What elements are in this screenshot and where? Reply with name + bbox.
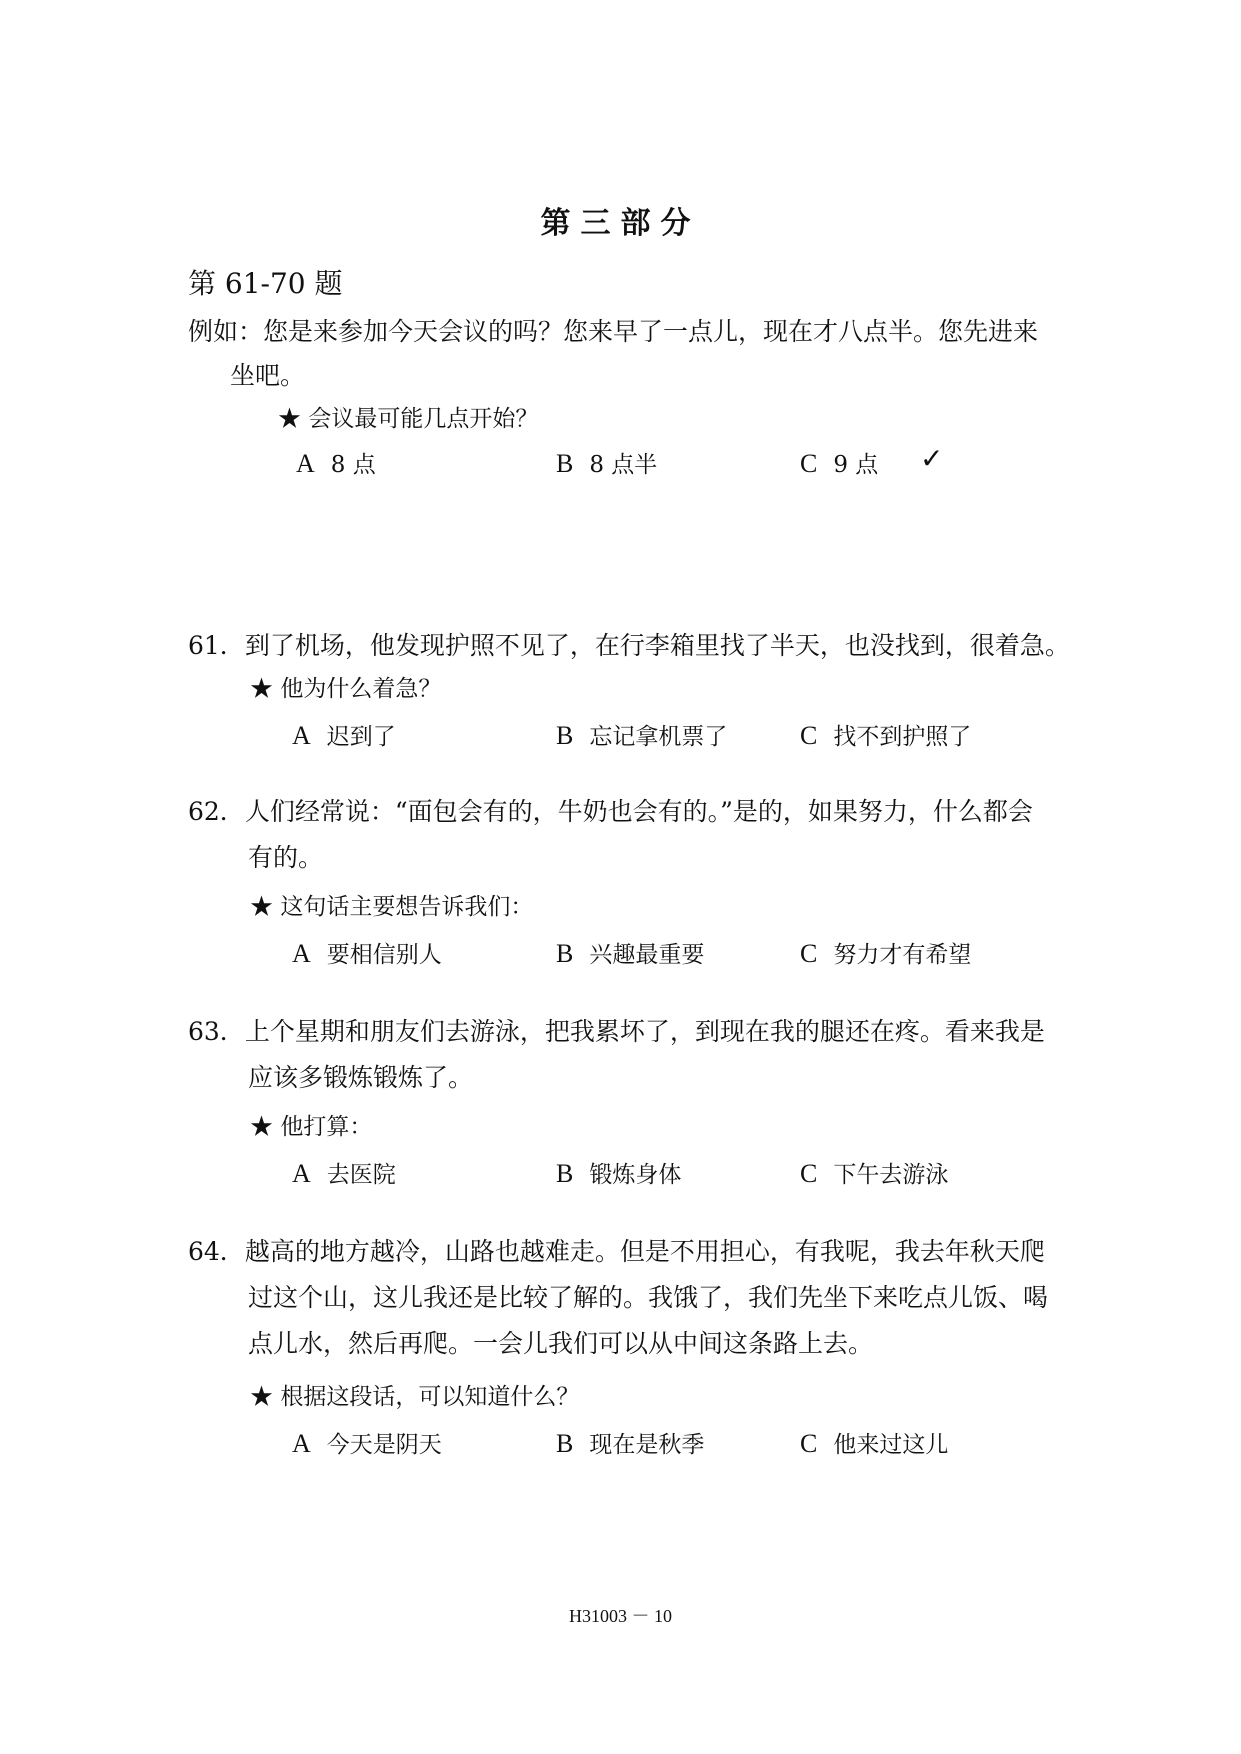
question-number: 64． xyxy=(188,1237,245,1266)
question-61-option-c xyxy=(800,718,971,751)
option-letter: C xyxy=(800,721,818,750)
option-text: 他来过这儿 xyxy=(833,1432,949,1458)
question-64-option-a xyxy=(292,1426,442,1459)
example-text-line2: 坐吧。 xyxy=(230,361,306,390)
check-mark-icon: ✓ xyxy=(920,442,944,475)
question-62-option-c xyxy=(800,936,971,969)
question-63-line1 xyxy=(188,1012,1045,1048)
question-62-option-a xyxy=(292,936,442,969)
option-text: 锻炼身体 xyxy=(589,1162,682,1188)
option-text: 8 点半 xyxy=(589,452,658,478)
question-64-option-c xyxy=(800,1426,948,1459)
option-letter: C xyxy=(800,1159,818,1188)
option-letter: A xyxy=(292,939,311,968)
option-letter: C xyxy=(800,1429,818,1458)
question-64-prompt xyxy=(250,1378,579,1411)
option-text: 忘记拿机票了 xyxy=(589,724,728,750)
question-61-prompt xyxy=(250,670,441,703)
star-icon: ★ xyxy=(278,406,301,432)
question-62-prompt xyxy=(250,888,533,921)
example-option-b xyxy=(556,446,657,479)
question-64-line1 xyxy=(188,1232,1045,1268)
question-63-prompt xyxy=(250,1108,372,1141)
option-text: 下午去游泳 xyxy=(833,1162,949,1188)
question-number: 61． xyxy=(188,631,245,660)
question-range: 第 61-70 题 xyxy=(188,267,343,300)
question-61-line1 xyxy=(188,626,1070,662)
prompt-text: 他为什么着急？ xyxy=(280,676,442,702)
example-question xyxy=(278,400,538,433)
example-text: 您是来参加今天会议的吗？您来早了一点儿，现在才八点半。您先进来 xyxy=(263,317,1039,346)
option-letter: B xyxy=(556,1159,574,1188)
option-text: 8 点 xyxy=(330,452,376,478)
option-letter: B xyxy=(556,449,574,478)
question-text: 人们经常说：“面包会有的，牛奶也会有的。”是的，如果努力，什么都会 xyxy=(244,797,1033,826)
option-text: 兴趣最重要 xyxy=(589,942,705,968)
example-text-line1 xyxy=(188,312,1038,348)
option-letter: A xyxy=(292,1159,311,1188)
option-letter: A xyxy=(292,1429,311,1458)
option-text: 努力才有希望 xyxy=(833,942,972,968)
question-text: 到了机场，他发现护照不见了，在行李箱里找了半天，也没找到，很着急。 xyxy=(244,631,1070,660)
option-text: 要相信别人 xyxy=(326,942,442,968)
question-62-line2: 有的。 xyxy=(248,843,324,872)
option-text: 9 点 xyxy=(833,452,879,478)
question-63-option-b xyxy=(556,1156,681,1189)
option-letter: C xyxy=(800,449,818,478)
example-option-a xyxy=(296,446,376,479)
option-letter: B xyxy=(556,1429,574,1458)
question-62-option-b xyxy=(556,936,704,969)
option-letter: B xyxy=(556,721,574,750)
example-option-c xyxy=(800,446,878,479)
star-icon: ★ xyxy=(250,894,273,920)
option-letter: A xyxy=(296,449,315,478)
question-number: 62． xyxy=(188,797,245,826)
option-letter: B xyxy=(556,939,574,968)
question-64-line3: 点儿水，然后再爬。一会儿我们可以从中间这条路上去。 xyxy=(248,1329,874,1358)
option-letter: A xyxy=(292,721,311,750)
option-text: 迟到了 xyxy=(326,724,396,750)
question-61-option-b xyxy=(556,718,727,751)
option-letter: C xyxy=(800,939,818,968)
question-64-line2: 过这个山，这儿我还是比较了解的。我饿了，我们先坐下来吃点儿饭、喝 xyxy=(248,1283,1049,1312)
question-text: 上个星期和朋友们去游泳，把我累坏了，到现在我的腿还在疼。看来我是 xyxy=(244,1017,1045,1046)
question-63-option-a xyxy=(292,1156,396,1189)
star-icon: ★ xyxy=(250,676,273,702)
option-text: 现在是秋季 xyxy=(589,1432,705,1458)
question-63-option-c xyxy=(800,1156,948,1189)
star-icon: ★ xyxy=(250,1384,273,1410)
option-text: 去医院 xyxy=(326,1162,396,1188)
star-icon: ★ xyxy=(250,1114,273,1140)
question-text: 越高的地方越冷，山路也越难走。但是不用担心，有我呢，我去年秋天爬 xyxy=(244,1237,1045,1266)
example-prefix: 例如： xyxy=(188,317,264,346)
prompt-text: 他打算： xyxy=(280,1114,373,1140)
question-63-line2: 应该多锻炼锻炼了。 xyxy=(248,1063,474,1092)
option-text: 今天是阴天 xyxy=(326,1432,442,1458)
example-question-text: 会议最可能几点开始？ xyxy=(308,406,539,432)
prompt-text: 这句话主要想告诉我们： xyxy=(280,894,534,920)
page-footer: H31003 － 10 xyxy=(569,1606,672,1626)
question-64-option-b xyxy=(556,1426,704,1459)
question-61-option-a xyxy=(292,718,396,751)
question-62-line1 xyxy=(188,792,1033,828)
section-title: 第三部分 xyxy=(540,206,701,241)
question-number: 63． xyxy=(188,1017,245,1046)
prompt-text: 根据这段话，可以知道什么？ xyxy=(280,1384,580,1410)
option-text: 找不到护照了 xyxy=(833,724,972,750)
